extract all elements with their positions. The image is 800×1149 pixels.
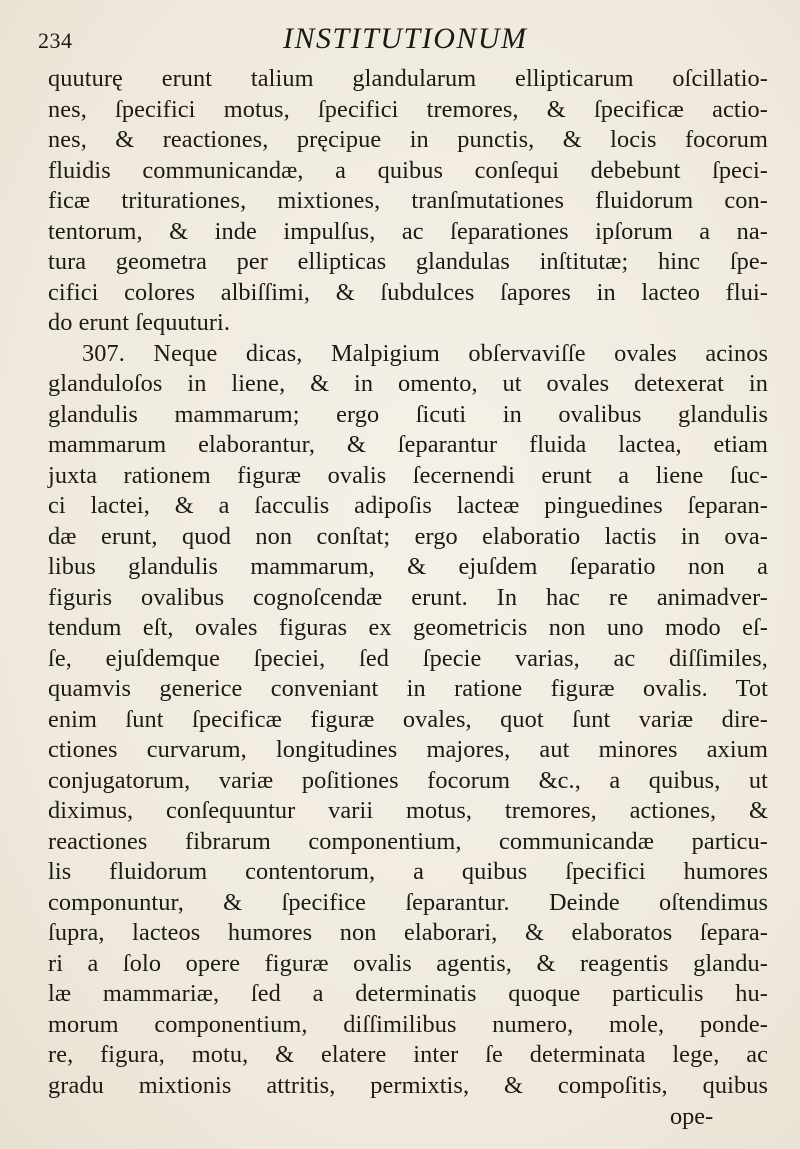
text-line: enim ſunt ſpecificæ figuræ ovales, quot ſunt variæ dire-: [48, 705, 768, 733]
text-line: re, figura, motu, & elatere inter ſe determinata lege, ac: [48, 1041, 768, 1068]
text-line: figuris ovalibus cognoſcendæ erunt. In hac re animadver-: [48, 583, 768, 611]
text-line: componuntur, & ſpecifice ſeparantur. Deinde oſtendimus: [48, 888, 768, 916]
text-line: glandulis mammarum; ergo ſicuti in ovalibus glandulis: [48, 400, 768, 428]
running-head: INSTITUTIONUM: [283, 22, 528, 55]
text-line: nes, ſpecifici motus, ſpecifici tremores, & ſpecificæ actio-: [48, 95, 768, 123]
catchword: ope-: [670, 1103, 714, 1130]
text-line: læ mammariæ, ſed a determinatis quoque particulis hu-: [48, 980, 768, 1007]
text-line: ri a ſolo opere figuræ ovalis agentis, & reagentis glandu-: [48, 949, 768, 977]
text-line: ci lactei, & a ſacculis adipoſis lacteæ pinguedines ſeparan-: [48, 492, 768, 519]
text-line: diximus, conſequuntur varii motus, tremores, actiones, &: [48, 797, 768, 824]
text-line: quuturę erunt talium glandularum ellipticarum oſcillatio-: [48, 65, 768, 92]
text-line: reactiones fibrarum componentium, communicandæ particu-: [48, 827, 768, 855]
text-line: conjugatorum, variæ poſitiones focorum &c., a quibus, ut: [48, 766, 768, 794]
text-line: tura geometra per ellipticas glandulas inſtitutæ; hinc ſpe-: [48, 248, 768, 275]
body-text: [48, 64, 768, 1101]
text-line: dæ erunt, quod non conſtat; ergo elaboratio lactis in ova-: [48, 522, 768, 550]
page-header: [38, 22, 760, 58]
text-line: gradu mixtionis attritis, permixtis, & compoſitis, quibus: [48, 1071, 768, 1099]
text-line: fluidis communicandæ, a quibus conſequi debebunt ſpeci-: [48, 156, 768, 184]
text-line: do erunt ſequuturi.: [48, 309, 231, 336]
text-line: libus glandulis mammarum, & ejuſdem ſeparatio non a: [48, 553, 768, 580]
text-line: ficæ triturationes, mixtiones, tranſmutationes fluidorum con-: [48, 187, 768, 214]
text-line: quamvis generice conveniant in ratione figuræ ovalis. Tot: [48, 675, 768, 702]
text-line: ctiones curvarum, longitudines majores, aut minores axium: [48, 736, 768, 763]
paragraph-307-start: 307. Neque dicas, Malpigium obſervaviſſe ovales acinos: [82, 339, 768, 367]
text-line: lis fluidorum contentorum, a quibus ſpecifici humores: [48, 858, 768, 885]
text-line: ſupra, lacteos humores non elaborari, & elaboratos ſepara-: [48, 919, 768, 946]
text-line: glanduloſos in liene, & in omento, ut ovales detexerat in: [48, 370, 768, 397]
text-line: mammarum elaborantur, & ſeparantur fluida lactea, etiam: [48, 431, 768, 458]
text-line: morum componentium, diſſimilibus numero, mole, ponde-: [48, 1010, 768, 1038]
text-line: ſe, ejuſdemque ſpeciei, ſed ſpecie varias, ac diſſimiles,: [48, 644, 768, 672]
text-line: cifici colores albiſſimi, & ſubdulces ſapores in lacteo flui-: [48, 278, 768, 306]
page-number: 234: [38, 28, 73, 53]
text-line: nes, & reactiones, pręcipue in punctis, & locis focorum: [48, 126, 768, 153]
text-line: tentorum, & inde impulſus, ac ſeparationes ipſorum a na-: [48, 217, 768, 245]
text-line: tendum eſt, ovales figuras ex geometricis non uno modo eſ-: [48, 614, 768, 641]
text-line: juxta rationem figuræ ovalis ſecernendi erunt a liene ſuc-: [48, 461, 768, 489]
